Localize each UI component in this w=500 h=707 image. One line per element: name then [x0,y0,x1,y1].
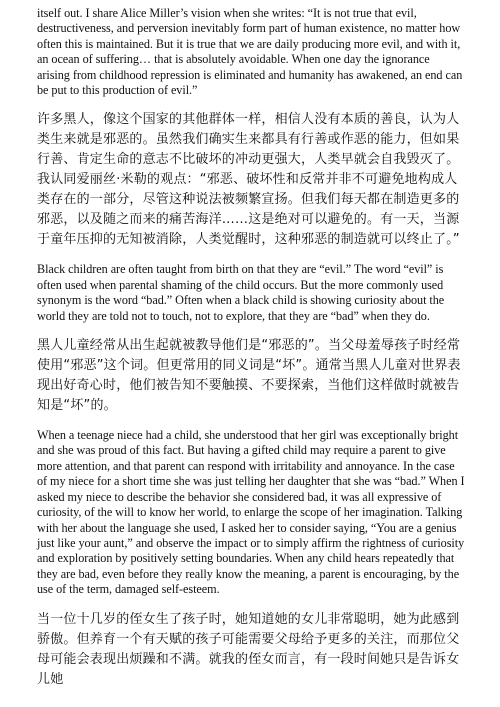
chinese-paragraph-3: 当一位十几岁的侄女生了孩子时，她知道她的女儿非常聪明，她为此感到骄傲。但养育一个有天赋的孩子可能需要父母给予更多的关注，而那位父母可能会表现出烦躁和不满。就我的侄女而言，有一段时间她只是告诉女儿她 [37,611,460,687]
document-page [37,6,465,702]
chinese-paragraph-1: 许多黑人，像这个国家的其他群体一样，相信人没有本质的善良，认为人类生来就是邪恶的。虽然我们确实生来都具有行善或作恶的能力，但如果行善、肯定生命的意志不比破坏的冲动更强大，人类早就会自我毁灭了。我认同爱丽丝·米勒的观点：“邪恶、破坏性和反常并非不可避免地构成人类存在的一部分，尽管这种说法被频繁宣扬。但我们每天都在制造更多的邪恶，以及随之而来的痛苦海洋……这是绝对可以避免的。有一天，当源于童年压抑的无知被消除，人类觉醒时，这种邪恶的制造就可以终止了。” [37,112,460,248]
english-paragraph-1: itself out. I share Alice Miller’s vision when she writes: “It is not true that evil, destructiveness, and perversion inevitably form part of human existence, no matter how often this is maintained. But it is true that we are daily producing more evil, and with it, an ocean of suffering… that is absolutely avoidable. When one day the ignorance arising from childhood repression is eliminated and humanity has awakened, an end can be put to this production of evil.” [37,6,463,98]
english-paragraph-3: When a teenage niece had a child, she understood that her girl was exceptionally bright and she was proud of this fact. But having a gifted child may require a parent to give more attention, and that parent can respond with irritability and annoyance. In the case of my niece for a short time she was just telling her daughter that she was “bad.” When I asked my niece to describe the behavior she considered bad, it was all expressive of curiosity, of the will to know her world, to enlarge the scope of her imagination. Talking with her about the language she used, I asked her to consider saying, “You are a genius just like your aunt,” and observe the impact or to simply affirm the rightness of curiosity and exploration by positively setting boundaries. When any child hears repeatedly that they are bad, even before they really know the meaning, a parent is encouraging, by the use of the term, damaged self-esteem. [37,428,465,597]
chinese-paragraph-2: 黑人儿童经常从出生起就被教导他们是“邪恶的”。当父母羞辱孩子时经常使用“邪恶”这个词。但更常用的同义词是“坏”。通常当黑人儿童对世界表现出好奇心时，他们被告知不要触摸、不要探索，当他们这样做时就被告知是“坏”的。 [37,338,461,414]
english-paragraph-2: Black children are often taught from birth on that they are “evil.” The word “evil” is often used when parental shaming of the child occurs. But the more commonly used synonym is the word “bad.” Often when a black child is showing curiosity about the world they are told not to touch, not to explore, that they are “bad” when they do. [37,262,445,323]
